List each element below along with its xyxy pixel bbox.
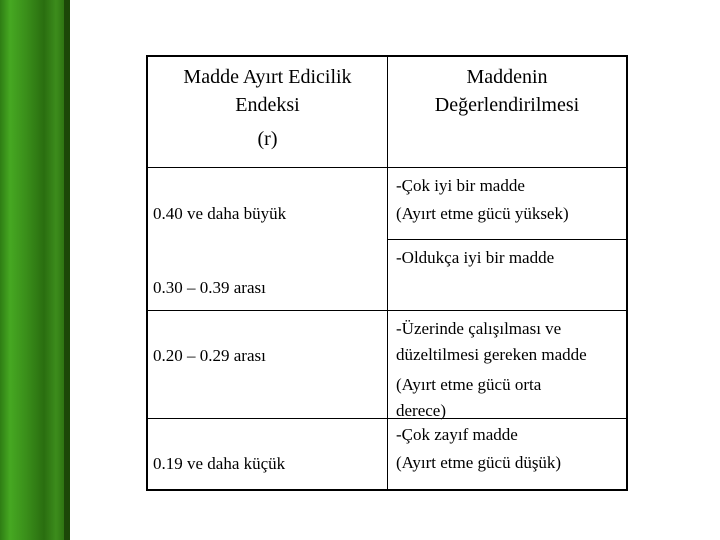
row3-evaluation [396,316,587,424]
header-index [148,63,387,153]
column-divider [387,57,388,489]
row1-divider-right [387,239,626,240]
header-divider [148,167,626,168]
row3-eval-line2: düzeltilmesi gereken madde [396,345,587,364]
row3-eval-line1: -Üzerinde çalışılması ve [396,319,562,338]
sidebar-edge [64,0,70,540]
row2-range: 0.30 – 0.39 arası [153,278,266,297]
header-evaluation [388,63,626,119]
row1-eval-line1: -Çok iyi bir madde [396,176,525,195]
row2-evaluation [396,245,554,271]
row4-eval-line1: -Çok zayıf madde [396,425,518,444]
row1-eval-line2: (Ayırt etme gücü yüksek) [396,204,569,223]
row4-range: 0.19 ve daha küçük [153,454,286,473]
row4-eval-line2: (Ayırt etme gücü düşük) [396,453,562,472]
decorative-sidebar [0,0,64,540]
header-evaluation-line2: Değerlendirilmesi [434,94,580,116]
row3-range: 0.20 – 0.29 arası [153,346,266,365]
header-index-line3: (r) [257,128,278,150]
row2-divider [148,310,626,311]
header-index-line1: Madde Ayırt Edicilik [183,66,352,88]
row2-eval-line1: -Oldukça iyi bir madde [396,248,555,267]
row1-range: 0.40 ve daha büyük [153,204,287,223]
header-index-line2: Endeksi [235,94,300,116]
row1-evaluation [396,173,569,227]
row4-evaluation [396,422,561,476]
header-evaluation-line1: Maddenin [466,66,548,88]
discrimination-index-table [146,55,628,491]
row3-eval-line3: (Ayırt etme gücü orta [396,375,542,394]
row3-eval-line4: derece) [396,401,447,420]
